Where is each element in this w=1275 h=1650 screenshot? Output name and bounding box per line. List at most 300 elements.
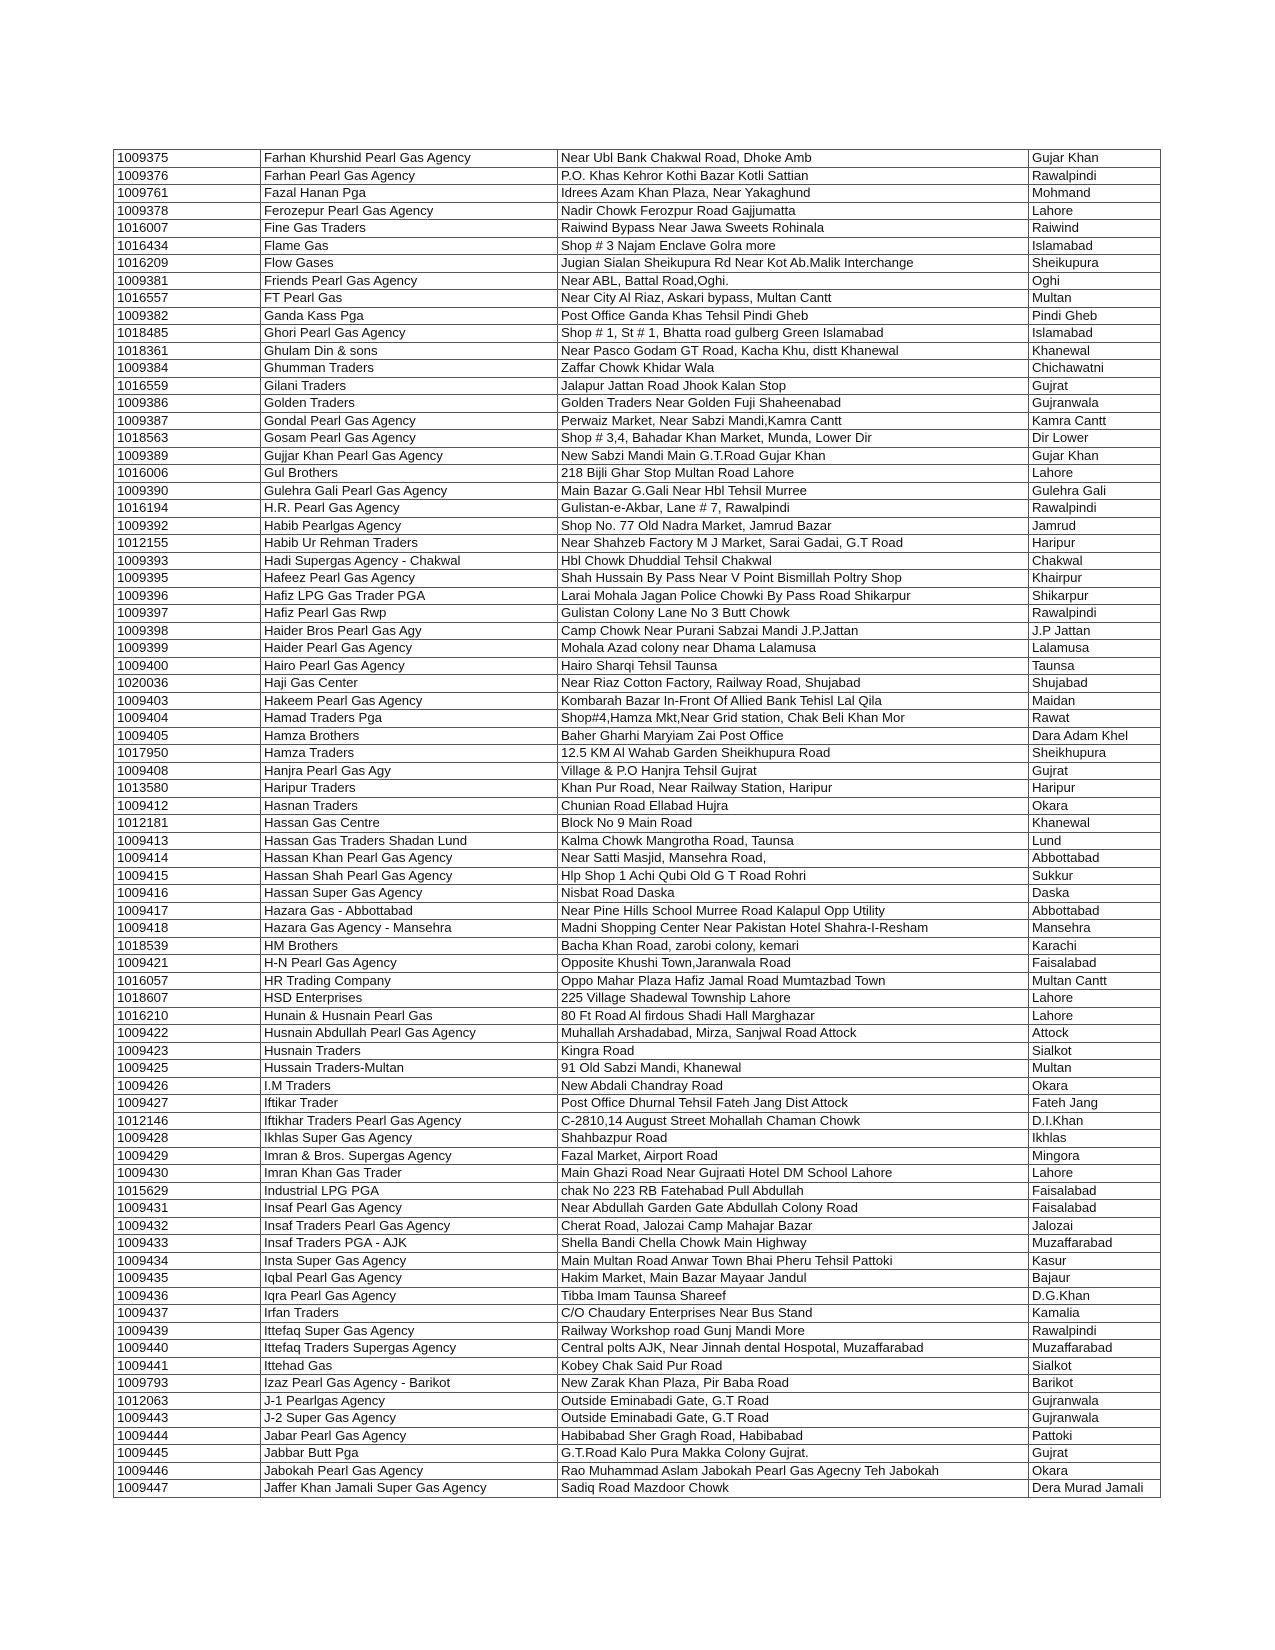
agency-name-cell: Imran & Bros. Supergas Agency bbox=[261, 1147, 558, 1165]
agency-id-cell: 1018485 bbox=[114, 325, 261, 343]
agency-city-cell: Multan Cantt bbox=[1029, 972, 1161, 990]
agency-name-cell: Hanjra Pearl Gas Agy bbox=[261, 762, 558, 780]
agency-address-cell: Kombarah Bazar In-Front Of Allied Bank Tehisl Lal Qila bbox=[558, 692, 1029, 710]
agency-name-cell: Ferozepur Pearl Gas Agency bbox=[261, 202, 558, 220]
agency-address-cell: Zaffar Chowk Khidar Wala bbox=[558, 360, 1029, 378]
agency-city-cell: Chakwal bbox=[1029, 552, 1161, 570]
agency-city-cell: Rawalpindi bbox=[1029, 167, 1161, 185]
agency-address-cell: Chunian Road Ellabad Hujra bbox=[558, 797, 1029, 815]
agency-city-cell: Taunsa bbox=[1029, 657, 1161, 675]
agency-city-cell: Barikot bbox=[1029, 1375, 1161, 1393]
agency-id-cell: 1016057 bbox=[114, 972, 261, 990]
agency-name-cell: Hamad Traders Pga bbox=[261, 710, 558, 728]
agency-address-cell: Cherat Road, Jalozai Camp Mahajar Bazar bbox=[558, 1217, 1029, 1235]
agency-city-cell: Okara bbox=[1029, 797, 1161, 815]
agency-city-cell: Shujabad bbox=[1029, 675, 1161, 693]
agency-id-cell: 1009375 bbox=[114, 150, 261, 168]
agency-city-cell: Ikhlas bbox=[1029, 1130, 1161, 1148]
table-row bbox=[114, 1200, 1161, 1218]
agency-city-cell: Lalamusa bbox=[1029, 640, 1161, 658]
table-row bbox=[114, 990, 1161, 1008]
agency-city-cell: Sheikupura bbox=[1029, 255, 1161, 273]
agency-city-cell: Dara Adam Khel bbox=[1029, 727, 1161, 745]
agency-id-cell: 1018563 bbox=[114, 430, 261, 448]
agency-city-cell: Sialkot bbox=[1029, 1042, 1161, 1060]
agency-city-cell: J.P Jattan bbox=[1029, 622, 1161, 640]
agency-city-cell: Gujar Khan bbox=[1029, 150, 1161, 168]
agency-name-cell: Jabar Pearl Gas Agency bbox=[261, 1427, 558, 1445]
agency-table-body bbox=[114, 150, 1161, 1498]
agency-name-cell: Farhan Khurshid Pearl Gas Agency bbox=[261, 150, 558, 168]
agency-id-cell: 1009390 bbox=[114, 482, 261, 500]
agency-name-cell: Iftikhar Traders Pearl Gas Agency bbox=[261, 1112, 558, 1130]
agency-name-cell: Hakeem Pearl Gas Agency bbox=[261, 692, 558, 710]
table-row bbox=[114, 412, 1161, 430]
agency-name-cell: Iqbal Pearl Gas Agency bbox=[261, 1270, 558, 1288]
table-row bbox=[114, 605, 1161, 623]
agency-city-cell: Pindi Gheb bbox=[1029, 307, 1161, 325]
agency-address-cell: Fazal Market, Airport Road bbox=[558, 1147, 1029, 1165]
table-row bbox=[114, 1235, 1161, 1253]
agency-city-cell: Gulehra Gali bbox=[1029, 482, 1161, 500]
agency-address-cell: Raiwind Bypass Near Jawa Sweets Rohinala bbox=[558, 220, 1029, 238]
agency-address-cell: Sadiq Road Mazdoor Chowk bbox=[558, 1480, 1029, 1498]
agency-id-cell: 1016559 bbox=[114, 377, 261, 395]
table-row bbox=[114, 657, 1161, 675]
table-row bbox=[114, 885, 1161, 903]
agency-city-cell: Abbottabad bbox=[1029, 902, 1161, 920]
table-row bbox=[114, 395, 1161, 413]
agency-city-cell: Dera Murad Jamali bbox=[1029, 1480, 1161, 1498]
agency-id-cell: 1009413 bbox=[114, 832, 261, 850]
table-row bbox=[114, 1427, 1161, 1445]
agency-name-cell: Ghumman Traders bbox=[261, 360, 558, 378]
agency-city-cell: Okara bbox=[1029, 1077, 1161, 1095]
agency-name-cell: Hamza Traders bbox=[261, 745, 558, 763]
agency-address-cell: 218 Bijli Ghar Stop Multan Road Lahore bbox=[558, 465, 1029, 483]
agency-id-cell: 1018361 bbox=[114, 342, 261, 360]
agency-city-cell: Gujranwala bbox=[1029, 395, 1161, 413]
agency-id-cell: 1009389 bbox=[114, 447, 261, 465]
agency-address-cell: Habibabad Sher Gragh Road, Habibabad bbox=[558, 1427, 1029, 1445]
agency-id-cell: 1012181 bbox=[114, 815, 261, 833]
agency-city-cell: Jalozai bbox=[1029, 1217, 1161, 1235]
agency-address-cell: Shop # 1, St # 1, Bhatta road gulberg Green Islamabad bbox=[558, 325, 1029, 343]
agency-address-cell: Baher Gharhi Maryiam Zai Post Office bbox=[558, 727, 1029, 745]
agency-city-cell: Lahore bbox=[1029, 1165, 1161, 1183]
agency-address-cell: Shah Hussain By Pass Near V Point Bismillah Poltry Shop bbox=[558, 570, 1029, 588]
agency-name-cell: Haji Gas Center bbox=[261, 675, 558, 693]
agency-id-cell: 1018539 bbox=[114, 937, 261, 955]
table-row bbox=[114, 1165, 1161, 1183]
agency-address-cell: C/O Chaudary Enterprises Near Bus Stand bbox=[558, 1305, 1029, 1323]
agency-id-cell: 1009443 bbox=[114, 1410, 261, 1428]
agency-name-cell: Hamza Brothers bbox=[261, 727, 558, 745]
agency-name-cell: Hassan Gas Traders Shadan Lund bbox=[261, 832, 558, 850]
agency-city-cell: D.I.Khan bbox=[1029, 1112, 1161, 1130]
agency-address-cell: Bacha Khan Road, zarobi colony, kemari bbox=[558, 937, 1029, 955]
table-row bbox=[114, 850, 1161, 868]
agency-address-cell: New Zarak Khan Plaza, Pir Baba Road bbox=[558, 1375, 1029, 1393]
agency-city-cell: Islamabad bbox=[1029, 237, 1161, 255]
table-row bbox=[114, 587, 1161, 605]
agency-id-cell: 1016007 bbox=[114, 220, 261, 238]
agency-city-cell: Multan bbox=[1029, 290, 1161, 308]
agency-name-cell: Insta Super Gas Agency bbox=[261, 1252, 558, 1270]
agency-city-cell: Lahore bbox=[1029, 990, 1161, 1008]
agency-id-cell: 1016209 bbox=[114, 255, 261, 273]
agency-id-cell: 1009793 bbox=[114, 1375, 261, 1393]
agency-address-cell: Camp Chowk Near Purani Sabzai Mandi J.P.Jattan bbox=[558, 622, 1029, 640]
agency-city-cell: Gujrat bbox=[1029, 1445, 1161, 1463]
agency-id-cell: 1009417 bbox=[114, 902, 261, 920]
agency-id-cell: 1009428 bbox=[114, 1130, 261, 1148]
agency-name-cell: Habib Ur Rehman Traders bbox=[261, 535, 558, 553]
agency-name-cell: Hadi Supergas Agency - Chakwal bbox=[261, 552, 558, 570]
agency-name-cell: Fazal Hanan Pga bbox=[261, 185, 558, 203]
agency-id-cell: 1009421 bbox=[114, 955, 261, 973]
table-row bbox=[114, 955, 1161, 973]
agency-name-cell: Hazara Gas - Abbottabad bbox=[261, 902, 558, 920]
agency-city-cell: Daska bbox=[1029, 885, 1161, 903]
table-row bbox=[114, 675, 1161, 693]
agency-address-cell: chak No 223 RB Fatehabad Pull Abdullah bbox=[558, 1182, 1029, 1200]
agency-id-cell: 1009397 bbox=[114, 605, 261, 623]
agency-address-cell: Muhallah Arshadabad, Mirza, Sanjwal Road Attock bbox=[558, 1025, 1029, 1043]
agency-name-cell: Husnain Abdullah Pearl Gas Agency bbox=[261, 1025, 558, 1043]
table-row bbox=[114, 1147, 1161, 1165]
agency-table bbox=[113, 149, 1161, 1498]
table-row bbox=[114, 1252, 1161, 1270]
agency-id-cell: 1012063 bbox=[114, 1392, 261, 1410]
agency-name-cell: Ittehad Gas bbox=[261, 1357, 558, 1375]
table-row bbox=[114, 220, 1161, 238]
table-row bbox=[114, 710, 1161, 728]
table-row bbox=[114, 1357, 1161, 1375]
agency-address-cell: Near Abdullah Garden Gate Abdullah Colony Road bbox=[558, 1200, 1029, 1218]
agency-city-cell: Kamra Cantt bbox=[1029, 412, 1161, 430]
agency-name-cell: Flame Gas bbox=[261, 237, 558, 255]
agency-name-cell: Hafiz LPG Gas Trader PGA bbox=[261, 587, 558, 605]
agency-city-cell: Gujrat bbox=[1029, 377, 1161, 395]
agency-address-cell: Post Office Dhurnal Tehsil Fateh Jang Dist Attock bbox=[558, 1095, 1029, 1113]
agency-city-cell: Abbottabad bbox=[1029, 850, 1161, 868]
agency-name-cell: Gosam Pearl Gas Agency bbox=[261, 430, 558, 448]
table-row bbox=[114, 937, 1161, 955]
agency-name-cell: Irfan Traders bbox=[261, 1305, 558, 1323]
agency-name-cell: Ittefaq Traders Supergas Agency bbox=[261, 1340, 558, 1358]
agency-city-cell: Faisalabad bbox=[1029, 955, 1161, 973]
agency-name-cell: Fine Gas Traders bbox=[261, 220, 558, 238]
agency-address-cell: Kalma Chowk Mangrotha Road, Taunsa bbox=[558, 832, 1029, 850]
agency-city-cell: Fateh Jang bbox=[1029, 1095, 1161, 1113]
agency-city-cell: Jamrud bbox=[1029, 517, 1161, 535]
agency-name-cell: Gilani Traders bbox=[261, 377, 558, 395]
agency-address-cell: Near Ubl Bank Chakwal Road, Dhoke Amb bbox=[558, 150, 1029, 168]
agency-name-cell: Hafiz Pearl Gas Rwp bbox=[261, 605, 558, 623]
table-row bbox=[114, 1392, 1161, 1410]
agency-address-cell: Main Bazar G.Gali Near Hbl Tehsil Murree bbox=[558, 482, 1029, 500]
agency-id-cell: 1009445 bbox=[114, 1445, 261, 1463]
agency-name-cell: Iftikar Trader bbox=[261, 1095, 558, 1113]
agency-name-cell: Hussain Traders-Multan bbox=[261, 1060, 558, 1078]
agency-address-cell: Shahbazpur Road bbox=[558, 1130, 1029, 1148]
table-row bbox=[114, 867, 1161, 885]
table-row bbox=[114, 325, 1161, 343]
agency-address-cell: New Abdali Chandray Road bbox=[558, 1077, 1029, 1095]
agency-address-cell: Gulistan Colony Lane No 3 Butt Chowk bbox=[558, 605, 1029, 623]
table-row bbox=[114, 535, 1161, 553]
table-row bbox=[114, 1007, 1161, 1025]
agency-id-cell: 1009432 bbox=[114, 1217, 261, 1235]
agency-city-cell: Karachi bbox=[1029, 937, 1161, 955]
agency-address-cell: Perwaiz Market, Near Sabzi Mandi,Kamra Cantt bbox=[558, 412, 1029, 430]
agency-id-cell: 1009446 bbox=[114, 1462, 261, 1480]
agency-id-cell: 1017950 bbox=[114, 745, 261, 763]
agency-address-cell: Larai Mohala Jagan Police Chowki By Pass Road Shikarpur bbox=[558, 587, 1029, 605]
agency-id-cell: 1009403 bbox=[114, 692, 261, 710]
agency-name-cell: Haripur Traders bbox=[261, 780, 558, 798]
table-row bbox=[114, 1480, 1161, 1498]
agency-id-cell: 1009408 bbox=[114, 762, 261, 780]
agency-id-cell: 1009444 bbox=[114, 1427, 261, 1445]
agency-name-cell: Hasnan Traders bbox=[261, 797, 558, 815]
agency-city-cell: Dir Lower bbox=[1029, 430, 1161, 448]
agency-city-cell: Shikarpur bbox=[1029, 587, 1161, 605]
agency-id-cell: 1009435 bbox=[114, 1270, 261, 1288]
agency-city-cell: D.G.Khan bbox=[1029, 1287, 1161, 1305]
agency-id-cell: 1009395 bbox=[114, 570, 261, 588]
agency-name-cell: Hunain & Husnain Pearl Gas bbox=[261, 1007, 558, 1025]
agency-name-cell: Friends Pearl Gas Agency bbox=[261, 272, 558, 290]
table-row bbox=[114, 762, 1161, 780]
table-row bbox=[114, 185, 1161, 203]
agency-id-cell: 1012155 bbox=[114, 535, 261, 553]
agency-address-cell: 12.5 KM Al Wahab Garden Sheikhupura Road bbox=[558, 745, 1029, 763]
agency-id-cell: 1009427 bbox=[114, 1095, 261, 1113]
table-row bbox=[114, 237, 1161, 255]
agency-address-cell: Hairo Sharqi Tehsil Taunsa bbox=[558, 657, 1029, 675]
agency-city-cell: Rawalpindi bbox=[1029, 500, 1161, 518]
table-row bbox=[114, 150, 1161, 168]
agency-city-cell: Muzaffarabad bbox=[1029, 1235, 1161, 1253]
table-row bbox=[114, 307, 1161, 325]
agency-id-cell: 1012146 bbox=[114, 1112, 261, 1130]
agency-address-cell: Kingra Road bbox=[558, 1042, 1029, 1060]
agency-id-cell: 1009433 bbox=[114, 1235, 261, 1253]
agency-id-cell: 1009378 bbox=[114, 202, 261, 220]
agency-city-cell: Mansehra bbox=[1029, 920, 1161, 938]
table-row bbox=[114, 640, 1161, 658]
table-row bbox=[114, 290, 1161, 308]
agency-id-cell: 1016434 bbox=[114, 237, 261, 255]
table-row bbox=[114, 1042, 1161, 1060]
agency-name-cell: Jabbar Butt Pga bbox=[261, 1445, 558, 1463]
agency-address-cell: G.T.Road Kalo Pura Makka Colony Gujrat. bbox=[558, 1445, 1029, 1463]
agency-name-cell: Golden Traders bbox=[261, 395, 558, 413]
agency-id-cell: 1009439 bbox=[114, 1322, 261, 1340]
table-row bbox=[114, 517, 1161, 535]
agency-id-cell: 1009416 bbox=[114, 885, 261, 903]
table-row bbox=[114, 1410, 1161, 1428]
agency-name-cell: Haider Bros Pearl Gas Agy bbox=[261, 622, 558, 640]
agency-name-cell: Ghulam Din & sons bbox=[261, 342, 558, 360]
table-row bbox=[114, 447, 1161, 465]
agency-city-cell: Bajaur bbox=[1029, 1270, 1161, 1288]
table-row bbox=[114, 727, 1161, 745]
agency-address-cell: Outside Eminabadi Gate, G.T Road bbox=[558, 1392, 1029, 1410]
agency-city-cell: Gujranwala bbox=[1029, 1392, 1161, 1410]
agency-id-cell: 1009431 bbox=[114, 1200, 261, 1218]
agency-id-cell: 1013580 bbox=[114, 780, 261, 798]
agency-city-cell: Maidan bbox=[1029, 692, 1161, 710]
agency-id-cell: 1009415 bbox=[114, 867, 261, 885]
table-row bbox=[114, 360, 1161, 378]
agency-name-cell: Gondal Pearl Gas Agency bbox=[261, 412, 558, 430]
agency-name-cell: Jaffer Khan Jamali Super Gas Agency bbox=[261, 1480, 558, 1498]
agency-address-cell: Opposite Khushi Town,Jaranwala Road bbox=[558, 955, 1029, 973]
agency-id-cell: 1009398 bbox=[114, 622, 261, 640]
agency-address-cell: Outside Eminabadi Gate, G.T Road bbox=[558, 1410, 1029, 1428]
agency-address-cell: Near Riaz Cotton Factory, Railway Road, Shujabad bbox=[558, 675, 1029, 693]
agency-city-cell: Rawalpindi bbox=[1029, 1322, 1161, 1340]
agency-id-cell: 1009376 bbox=[114, 167, 261, 185]
agency-address-cell: New Sabzi Mandi Main G.T.Road Gujar Khan bbox=[558, 447, 1029, 465]
agency-id-cell: 1009440 bbox=[114, 1340, 261, 1358]
agency-name-cell: HR Trading Company bbox=[261, 972, 558, 990]
agency-address-cell: Near Shahzeb Factory M J Market, Sarai Gadai, G.T Road bbox=[558, 535, 1029, 553]
agency-name-cell: Insaf Pearl Gas Agency bbox=[261, 1200, 558, 1218]
agency-address-cell: Khan Pur Road, Near Railway Station, Haripur bbox=[558, 780, 1029, 798]
agency-id-cell: 1009404 bbox=[114, 710, 261, 728]
agency-address-cell: Rao Muhammad Aslam Jabokah Pearl Gas Agecny Teh Jabokah bbox=[558, 1462, 1029, 1480]
agency-name-cell: Insaf Traders PGA - AJK bbox=[261, 1235, 558, 1253]
agency-id-cell: 1009434 bbox=[114, 1252, 261, 1270]
agency-name-cell: Hazara Gas Agency - Mansehra bbox=[261, 920, 558, 938]
table-row bbox=[114, 920, 1161, 938]
agency-city-cell: Sheikhupura bbox=[1029, 745, 1161, 763]
agency-name-cell: Flow Gases bbox=[261, 255, 558, 273]
agency-city-cell: Okara bbox=[1029, 1462, 1161, 1480]
table-row bbox=[114, 202, 1161, 220]
agency-address-cell: Nisbat Road Daska bbox=[558, 885, 1029, 903]
agency-address-cell: Block No 9 Main Road bbox=[558, 815, 1029, 833]
table-row bbox=[114, 832, 1161, 850]
agency-address-cell: Main Ghazi Road Near Gujraati Hotel DM School Lahore bbox=[558, 1165, 1029, 1183]
agency-address-cell: Hlp Shop 1 Achi Qubi Old G T Road Rohri bbox=[558, 867, 1029, 885]
agency-id-cell: 1016006 bbox=[114, 465, 261, 483]
agency-address-cell: Central polts AJK, Near Jinnah dental Hospotal, Muzaffarabad bbox=[558, 1340, 1029, 1358]
agency-city-cell: Oghi bbox=[1029, 272, 1161, 290]
table-row bbox=[114, 1375, 1161, 1393]
agency-id-cell: 1009393 bbox=[114, 552, 261, 570]
agency-id-cell: 1009426 bbox=[114, 1077, 261, 1095]
table-row bbox=[114, 1077, 1161, 1095]
agency-city-cell: Lahore bbox=[1029, 202, 1161, 220]
agency-address-cell: Tibba Imam Taunsa Shareef bbox=[558, 1287, 1029, 1305]
agency-city-cell: Lahore bbox=[1029, 1007, 1161, 1025]
agency-city-cell: Lahore bbox=[1029, 465, 1161, 483]
agency-name-cell: Ghori Pearl Gas Agency bbox=[261, 325, 558, 343]
agency-city-cell: Rawat bbox=[1029, 710, 1161, 728]
agency-name-cell: Iqra Pearl Gas Agency bbox=[261, 1287, 558, 1305]
agency-address-cell: Shop#4,Hamza Mkt,Near Grid station, Chak Beli Khan Mor bbox=[558, 710, 1029, 728]
agency-name-cell: Jabokah Pearl Gas Agency bbox=[261, 1462, 558, 1480]
agency-id-cell: 1016194 bbox=[114, 500, 261, 518]
agency-address-cell: Golden Traders Near Golden Fuji Shaheenabad bbox=[558, 395, 1029, 413]
agency-address-cell: Shop # 3 Najam Enclave Golra more bbox=[558, 237, 1029, 255]
agency-id-cell: 1015629 bbox=[114, 1182, 261, 1200]
table-row bbox=[114, 377, 1161, 395]
agency-name-cell: Gujjar Khan Pearl Gas Agency bbox=[261, 447, 558, 465]
agency-address-cell: Oppo Mahar Plaza Hafiz Jamal Road Mumtazbad Town bbox=[558, 972, 1029, 990]
agency-id-cell: 1009412 bbox=[114, 797, 261, 815]
agency-city-cell: Khanewal bbox=[1029, 815, 1161, 833]
agency-city-cell: Gujar Khan bbox=[1029, 447, 1161, 465]
agency-name-cell: Industrial LPG PGA bbox=[261, 1182, 558, 1200]
agency-city-cell: Mingora bbox=[1029, 1147, 1161, 1165]
agency-name-cell: Farhan Pearl Gas Agency bbox=[261, 167, 558, 185]
table-row bbox=[114, 745, 1161, 763]
agency-name-cell: Hairo Pearl Gas Agency bbox=[261, 657, 558, 675]
agency-city-cell: Kasur bbox=[1029, 1252, 1161, 1270]
agency-id-cell: 1009382 bbox=[114, 307, 261, 325]
agency-name-cell: Hassan Gas Centre bbox=[261, 815, 558, 833]
table-row bbox=[114, 1130, 1161, 1148]
agency-id-cell: 1009430 bbox=[114, 1165, 261, 1183]
agency-name-cell: I.M Traders bbox=[261, 1077, 558, 1095]
agency-id-cell: 1009447 bbox=[114, 1480, 261, 1498]
table-row bbox=[114, 570, 1161, 588]
agency-city-cell: Pattoki bbox=[1029, 1427, 1161, 1445]
agency-name-cell: Izaz Pearl Gas Agency - Barikot bbox=[261, 1375, 558, 1393]
agency-name-cell: Ittefaq Super Gas Agency bbox=[261, 1322, 558, 1340]
table-row bbox=[114, 1322, 1161, 1340]
agency-name-cell: Hassan Super Gas Agency bbox=[261, 885, 558, 903]
agency-name-cell: Husnain Traders bbox=[261, 1042, 558, 1060]
table-row bbox=[114, 1340, 1161, 1358]
agency-city-cell: Muzaffarabad bbox=[1029, 1340, 1161, 1358]
agency-id-cell: 1009392 bbox=[114, 517, 261, 535]
agency-address-cell: Kobey Chak Said Pur Road bbox=[558, 1357, 1029, 1375]
agency-city-cell: Gujrat bbox=[1029, 762, 1161, 780]
agency-name-cell: Haider Pearl Gas Agency bbox=[261, 640, 558, 658]
agency-address-cell: Near Satti Masjid, Mansehra Road, bbox=[558, 850, 1029, 868]
table-row bbox=[114, 1287, 1161, 1305]
agency-name-cell: Gulehra Gali Pearl Gas Agency bbox=[261, 482, 558, 500]
agency-address-cell: Near Pasco Godam GT Road, Kacha Khu, distt Khanewal bbox=[558, 342, 1029, 360]
table-row bbox=[114, 342, 1161, 360]
table-row bbox=[114, 972, 1161, 990]
agency-address-cell: Shella Bandi Chella Chowk Main Highway bbox=[558, 1235, 1029, 1253]
agency-address-cell: Nadir Chowk Ferozpur Road Gajjumatta bbox=[558, 202, 1029, 220]
agency-address-cell: Railway Workshop road Gunj Mandi More bbox=[558, 1322, 1029, 1340]
table-row bbox=[114, 780, 1161, 798]
table-row bbox=[114, 1182, 1161, 1200]
agency-name-cell: H.R. Pearl Gas Agency bbox=[261, 500, 558, 518]
agency-name-cell: HM Brothers bbox=[261, 937, 558, 955]
agency-address-cell: P.O. Khas Kehror Kothi Bazar Kotli Sattian bbox=[558, 167, 1029, 185]
agency-city-cell: Sialkot bbox=[1029, 1357, 1161, 1375]
agency-id-cell: 1009423 bbox=[114, 1042, 261, 1060]
agency-city-cell: Sukkur bbox=[1029, 867, 1161, 885]
agency-name-cell: Ganda Kass Pga bbox=[261, 307, 558, 325]
agency-address-cell: Jalapur Jattan Road Jhook Kalan Stop bbox=[558, 377, 1029, 395]
agency-address-cell: Main Multan Road Anwar Town Bhai Pheru Tehsil Pattoki bbox=[558, 1252, 1029, 1270]
agency-id-cell: 1009387 bbox=[114, 412, 261, 430]
agency-city-cell: Haripur bbox=[1029, 780, 1161, 798]
agency-name-cell: Hassan Shah Pearl Gas Agency bbox=[261, 867, 558, 885]
